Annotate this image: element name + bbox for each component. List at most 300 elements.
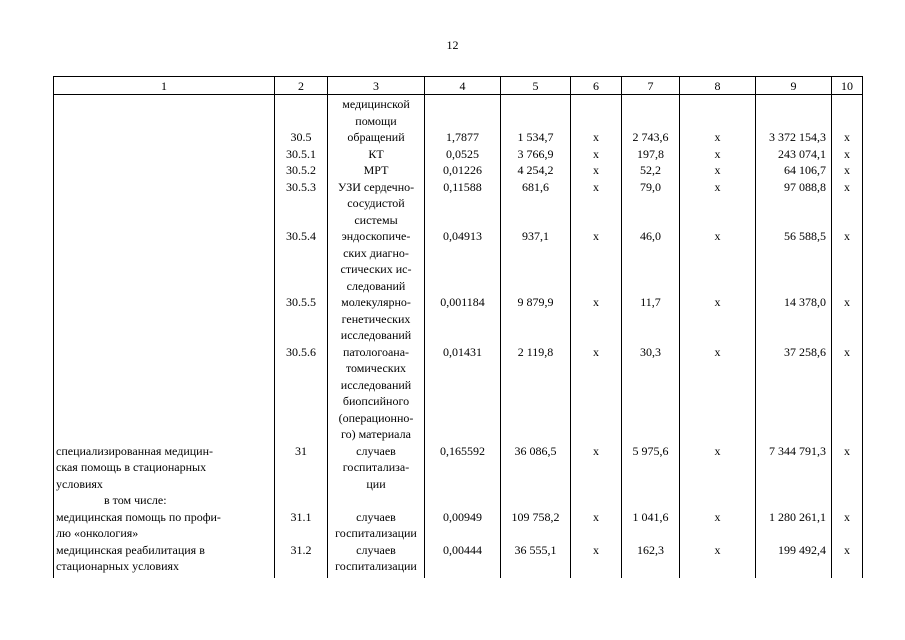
- cell-c7: 30,3: [622, 344, 680, 361]
- cell-c2: [275, 459, 328, 476]
- cell-c7: 79,0: [622, 179, 680, 196]
- cell-c10: [832, 492, 863, 509]
- cell-c8: [680, 245, 756, 262]
- cell-c6: [571, 476, 622, 493]
- cell-c8: [680, 261, 756, 278]
- cell-c6: [571, 113, 622, 130]
- cell-c10: [832, 245, 863, 262]
- header-col-3: 3: [328, 77, 425, 95]
- header-col-7: 7: [622, 77, 680, 95]
- header-row: [54, 77, 863, 95]
- cell-c10: [832, 195, 863, 212]
- cell-c3: КТ: [328, 146, 425, 163]
- cell-c3: исследований: [328, 377, 425, 394]
- cell-c9: 7 344 791,3: [756, 443, 832, 460]
- cell-c10: [832, 476, 863, 493]
- cell-c8: [680, 476, 756, 493]
- cell-c1: [54, 129, 275, 146]
- cell-c8: х: [680, 443, 756, 460]
- cell-c7: 46,0: [622, 228, 680, 245]
- cell-c4: [425, 261, 501, 278]
- cell-c1: [54, 294, 275, 311]
- cell-c2: [275, 360, 328, 377]
- cell-c2: 30.5.5: [275, 294, 328, 311]
- cell-c3: ских диагно-: [328, 245, 425, 262]
- cell-c5: 1 534,7: [501, 129, 571, 146]
- cell-c3: системы: [328, 212, 425, 229]
- cell-c8: [680, 558, 756, 578]
- cell-c9: [756, 95, 832, 113]
- cell-c5: 9 879,9: [501, 294, 571, 311]
- cell-c3: случаев: [328, 542, 425, 559]
- cell-c7: [622, 113, 680, 130]
- cell-c8: х: [680, 344, 756, 361]
- table-row: [54, 278, 863, 295]
- table-row: [54, 542, 863, 559]
- cell-c1: [54, 245, 275, 262]
- cell-c5: [501, 476, 571, 493]
- table-row: [54, 410, 863, 427]
- table-row: [54, 195, 863, 212]
- cell-c10: [832, 311, 863, 328]
- cell-c6: [571, 311, 622, 328]
- cell-c6: [571, 492, 622, 509]
- cell-c9: 64 106,7: [756, 162, 832, 179]
- table-row: [54, 212, 863, 229]
- table-row: [54, 476, 863, 493]
- cell-c9: [756, 558, 832, 578]
- cell-c2: [275, 311, 328, 328]
- cell-c4: [425, 393, 501, 410]
- cell-c9: [756, 377, 832, 394]
- header-col-5: 5: [501, 77, 571, 95]
- cell-c7: [622, 261, 680, 278]
- cell-c9: [756, 492, 832, 509]
- cell-c2: 31.2: [275, 542, 328, 559]
- cell-c1: стационарных условиях: [54, 558, 275, 578]
- cell-c9: [756, 245, 832, 262]
- cell-c9: [756, 426, 832, 443]
- cell-c9: 243 074,1: [756, 146, 832, 163]
- cell-c9: [756, 311, 832, 328]
- cell-c7: [622, 558, 680, 578]
- cell-c4: 0,01226: [425, 162, 501, 179]
- cell-c9: [756, 410, 832, 427]
- cell-c7: 1 041,6: [622, 509, 680, 526]
- cell-c8: х: [680, 179, 756, 196]
- cell-c10: [832, 113, 863, 130]
- cell-c4: [425, 311, 501, 328]
- cell-c10: х: [832, 294, 863, 311]
- cell-c1: [54, 426, 275, 443]
- cell-c3: молекулярно-: [328, 294, 425, 311]
- cell-c6: [571, 525, 622, 542]
- cell-c7: 162,3: [622, 542, 680, 559]
- table-row: [54, 525, 863, 542]
- table-row: [54, 443, 863, 460]
- cell-c2: 30.5.2: [275, 162, 328, 179]
- cell-c10: х: [832, 162, 863, 179]
- cell-c3: госпитализа-: [328, 459, 425, 476]
- cell-c1: [54, 146, 275, 163]
- cell-c2: 30.5.6: [275, 344, 328, 361]
- cell-c10: [832, 377, 863, 394]
- cell-c4: [425, 278, 501, 295]
- table-body: [54, 95, 863, 578]
- cell-c9: [756, 525, 832, 542]
- cell-c6: х: [571, 179, 622, 196]
- cell-c6: [571, 195, 622, 212]
- table-row: [54, 113, 863, 130]
- cell-c9: [756, 212, 832, 229]
- cell-c4: [425, 525, 501, 542]
- cell-c6: х: [571, 509, 622, 526]
- cell-c2: [275, 195, 328, 212]
- cell-c1: [54, 162, 275, 179]
- cell-c5: [501, 525, 571, 542]
- cell-c6: [571, 410, 622, 427]
- cell-c4: [425, 327, 501, 344]
- cell-c4: 0,00444: [425, 542, 501, 559]
- cell-c8: [680, 212, 756, 229]
- cell-c8: х: [680, 146, 756, 163]
- table-row: [54, 344, 863, 361]
- cell-c2: [275, 426, 328, 443]
- cell-c8: [680, 95, 756, 113]
- cell-c4: 1,7877: [425, 129, 501, 146]
- cell-c1: лю «онкология»: [54, 525, 275, 542]
- cell-c7: [622, 393, 680, 410]
- data-table: [53, 76, 863, 578]
- cell-c10: [832, 558, 863, 578]
- cell-c3: исследований: [328, 327, 425, 344]
- cell-c4: 0,01431: [425, 344, 501, 361]
- cell-c4: [425, 360, 501, 377]
- table-row: [54, 95, 863, 113]
- cell-c1: в том числе:: [54, 492, 275, 509]
- cell-c10: [832, 410, 863, 427]
- cell-c2: 30.5.4: [275, 228, 328, 245]
- cell-c5: 109 758,2: [501, 509, 571, 526]
- cell-c2: [275, 212, 328, 229]
- cell-c5: [501, 393, 571, 410]
- table-row: [54, 146, 863, 163]
- cell-c10: [832, 95, 863, 113]
- cell-c10: [832, 525, 863, 542]
- cell-c6: [571, 360, 622, 377]
- cell-c5: [501, 95, 571, 113]
- cell-c9: [756, 327, 832, 344]
- cell-c5: [501, 558, 571, 578]
- cell-c10: х: [832, 542, 863, 559]
- cell-c8: [680, 410, 756, 427]
- cell-c4: [425, 95, 501, 113]
- cell-c5: [501, 426, 571, 443]
- cell-c8: [680, 360, 756, 377]
- cell-c10: [832, 327, 863, 344]
- cell-c5: [501, 327, 571, 344]
- cell-c4: 0,165592: [425, 443, 501, 460]
- cell-c6: [571, 558, 622, 578]
- table-row: [54, 393, 863, 410]
- cell-c4: 0,00949: [425, 509, 501, 526]
- cell-c8: [680, 377, 756, 394]
- cell-c4: [425, 426, 501, 443]
- cell-c3: сосудистой: [328, 195, 425, 212]
- table-row: [54, 294, 863, 311]
- cell-c2: [275, 558, 328, 578]
- table-row: [54, 311, 863, 328]
- table-row: [54, 228, 863, 245]
- table-row: [54, 459, 863, 476]
- table-row: [54, 129, 863, 146]
- cell-c10: [832, 261, 863, 278]
- cell-c5: [501, 245, 571, 262]
- cell-c3: случаев: [328, 443, 425, 460]
- cell-c8: [680, 525, 756, 542]
- cell-c4: [425, 113, 501, 130]
- table-row: [54, 360, 863, 377]
- cell-c7: [622, 377, 680, 394]
- table-row: [54, 426, 863, 443]
- cell-c1: специализированная медицин-: [54, 443, 275, 460]
- cell-c7: 2 743,6: [622, 129, 680, 146]
- cell-c1: [54, 327, 275, 344]
- cell-c10: х: [832, 129, 863, 146]
- cell-c3: патологоана-: [328, 344, 425, 361]
- cell-c7: [622, 410, 680, 427]
- cell-c3: генетических: [328, 311, 425, 328]
- cell-c5: 3 766,9: [501, 146, 571, 163]
- cell-c1: [54, 393, 275, 410]
- cell-c7: 52,2: [622, 162, 680, 179]
- cell-c4: 0,04913: [425, 228, 501, 245]
- cell-c7: [622, 459, 680, 476]
- cell-c1: [54, 113, 275, 130]
- cell-c9: 97 088,8: [756, 179, 832, 196]
- cell-c3: УЗИ сердечно-: [328, 179, 425, 196]
- cell-c2: 31: [275, 443, 328, 460]
- cell-c9: 3 372 154,3: [756, 129, 832, 146]
- cell-c2: [275, 492, 328, 509]
- cell-c6: [571, 459, 622, 476]
- cell-c2: [275, 95, 328, 113]
- cell-c1: [54, 377, 275, 394]
- cell-c7: [622, 95, 680, 113]
- cell-c4: [425, 212, 501, 229]
- cell-c8: [680, 492, 756, 509]
- cell-c7: [622, 311, 680, 328]
- cell-c8: [680, 278, 756, 295]
- cell-c6: [571, 377, 622, 394]
- cell-c8: [680, 311, 756, 328]
- cell-c8: [680, 426, 756, 443]
- cell-c6: х: [571, 129, 622, 146]
- cell-c9: [756, 459, 832, 476]
- cell-c8: х: [680, 509, 756, 526]
- cell-c6: х: [571, 344, 622, 361]
- cell-c5: [501, 195, 571, 212]
- cell-c5: [501, 492, 571, 509]
- cell-c9: 37 258,6: [756, 344, 832, 361]
- cell-c9: [756, 360, 832, 377]
- cell-c8: [680, 113, 756, 130]
- cell-c9: [756, 393, 832, 410]
- cell-c10: [832, 212, 863, 229]
- cell-c7: [622, 327, 680, 344]
- cell-c5: [501, 278, 571, 295]
- cell-c10: х: [832, 344, 863, 361]
- cell-c4: 0,001184: [425, 294, 501, 311]
- page-number: 12: [446, 38, 459, 52]
- cell-c8: [680, 393, 756, 410]
- cell-c2: [275, 327, 328, 344]
- header-col-8: 8: [680, 77, 756, 95]
- cell-c6: [571, 327, 622, 344]
- cell-c10: х: [832, 228, 863, 245]
- cell-c9: [756, 195, 832, 212]
- cell-c3: госпитализации: [328, 525, 425, 542]
- cell-c3: госпитализации: [328, 558, 425, 578]
- cell-c4: [425, 245, 501, 262]
- cell-c1: условиях: [54, 476, 275, 493]
- cell-c3: медицинской: [328, 95, 425, 113]
- cell-c9: [756, 113, 832, 130]
- cell-c1: медицинская помощь по профи-: [54, 509, 275, 526]
- cell-c4: [425, 492, 501, 509]
- cell-c1: ская помощь в стационарных: [54, 459, 275, 476]
- cell-c3: го) материала: [328, 426, 425, 443]
- cell-c5: 36 555,1: [501, 542, 571, 559]
- cell-c3: следований: [328, 278, 425, 295]
- table-row: [54, 509, 863, 526]
- table-row: [54, 558, 863, 578]
- cell-c6: [571, 278, 622, 295]
- header-col-10: 10: [832, 77, 863, 95]
- cell-c6: [571, 393, 622, 410]
- cell-c8: х: [680, 129, 756, 146]
- cell-c7: 5 975,6: [622, 443, 680, 460]
- cell-c1: медицинская реабилитация в: [54, 542, 275, 559]
- cell-c3: МРТ: [328, 162, 425, 179]
- cell-c8: х: [680, 542, 756, 559]
- cell-c2: [275, 393, 328, 410]
- cell-c5: 2 119,8: [501, 344, 571, 361]
- cell-c3: эндоскопиче-: [328, 228, 425, 245]
- cell-c8: [680, 195, 756, 212]
- cell-c10: [832, 360, 863, 377]
- cell-c1: [54, 228, 275, 245]
- cell-c6: х: [571, 146, 622, 163]
- cell-c8: х: [680, 162, 756, 179]
- cell-c1: [54, 179, 275, 196]
- cell-c2: [275, 245, 328, 262]
- header-col-4: 4: [425, 77, 501, 95]
- cell-c8: х: [680, 294, 756, 311]
- table-row: [54, 245, 863, 262]
- cell-c6: [571, 261, 622, 278]
- cell-c2: [275, 113, 328, 130]
- cell-c5: [501, 261, 571, 278]
- cell-c1: [54, 410, 275, 427]
- cell-c5: [501, 410, 571, 427]
- cell-c5: [501, 459, 571, 476]
- cell-c9: [756, 476, 832, 493]
- cell-c3: томических: [328, 360, 425, 377]
- cell-c7: [622, 195, 680, 212]
- header-col-9: 9: [756, 77, 832, 95]
- cell-c3: стических ис-: [328, 261, 425, 278]
- cell-c7: [622, 360, 680, 377]
- cell-c9: [756, 261, 832, 278]
- cell-c5: [501, 113, 571, 130]
- cell-c9: 56 588,5: [756, 228, 832, 245]
- cell-c2: [275, 525, 328, 542]
- cell-c3: ции: [328, 476, 425, 493]
- table-row: [54, 492, 863, 509]
- cell-c2: [275, 476, 328, 493]
- cell-c10: [832, 459, 863, 476]
- header-col-1: 1: [54, 77, 275, 95]
- cell-c6: [571, 95, 622, 113]
- cell-c5: [501, 311, 571, 328]
- cell-c2: 30.5: [275, 129, 328, 146]
- cell-c5: [501, 360, 571, 377]
- table-row: [54, 162, 863, 179]
- cell-c7: 11,7: [622, 294, 680, 311]
- cell-c4: [425, 195, 501, 212]
- cell-c2: [275, 261, 328, 278]
- cell-c4: [425, 410, 501, 427]
- cell-c5: 937,1: [501, 228, 571, 245]
- cell-c2: [275, 410, 328, 427]
- cell-c7: 197,8: [622, 146, 680, 163]
- cell-c7: [622, 245, 680, 262]
- cell-c4: 0,11588: [425, 179, 501, 196]
- cell-c2: [275, 377, 328, 394]
- cell-c6: х: [571, 162, 622, 179]
- cell-c10: х: [832, 179, 863, 196]
- cell-c5: [501, 377, 571, 394]
- cell-c7: [622, 525, 680, 542]
- cell-c2: [275, 278, 328, 295]
- cell-c7: [622, 278, 680, 295]
- cell-c3: случаев: [328, 509, 425, 526]
- cell-c10: х: [832, 509, 863, 526]
- cell-c6: х: [571, 443, 622, 460]
- cell-c5: 36 086,5: [501, 443, 571, 460]
- cell-c2: 30.5.1: [275, 146, 328, 163]
- cell-c3: биопсийного: [328, 393, 425, 410]
- cell-c2: 30.5.3: [275, 179, 328, 196]
- cell-c9: [756, 278, 832, 295]
- cell-c7: [622, 492, 680, 509]
- cell-c1: [54, 344, 275, 361]
- cell-c8: [680, 327, 756, 344]
- cell-c10: [832, 426, 863, 443]
- cell-c6: х: [571, 542, 622, 559]
- cell-c10: [832, 278, 863, 295]
- cell-c4: 0,0525: [425, 146, 501, 163]
- cell-c1: [54, 261, 275, 278]
- cell-c6: х: [571, 228, 622, 245]
- cell-c4: [425, 459, 501, 476]
- cell-c6: [571, 426, 622, 443]
- cell-c3: [328, 492, 425, 509]
- cell-c5: 4 254,2: [501, 162, 571, 179]
- cell-c1: [54, 311, 275, 328]
- header-col-6: 6: [571, 77, 622, 95]
